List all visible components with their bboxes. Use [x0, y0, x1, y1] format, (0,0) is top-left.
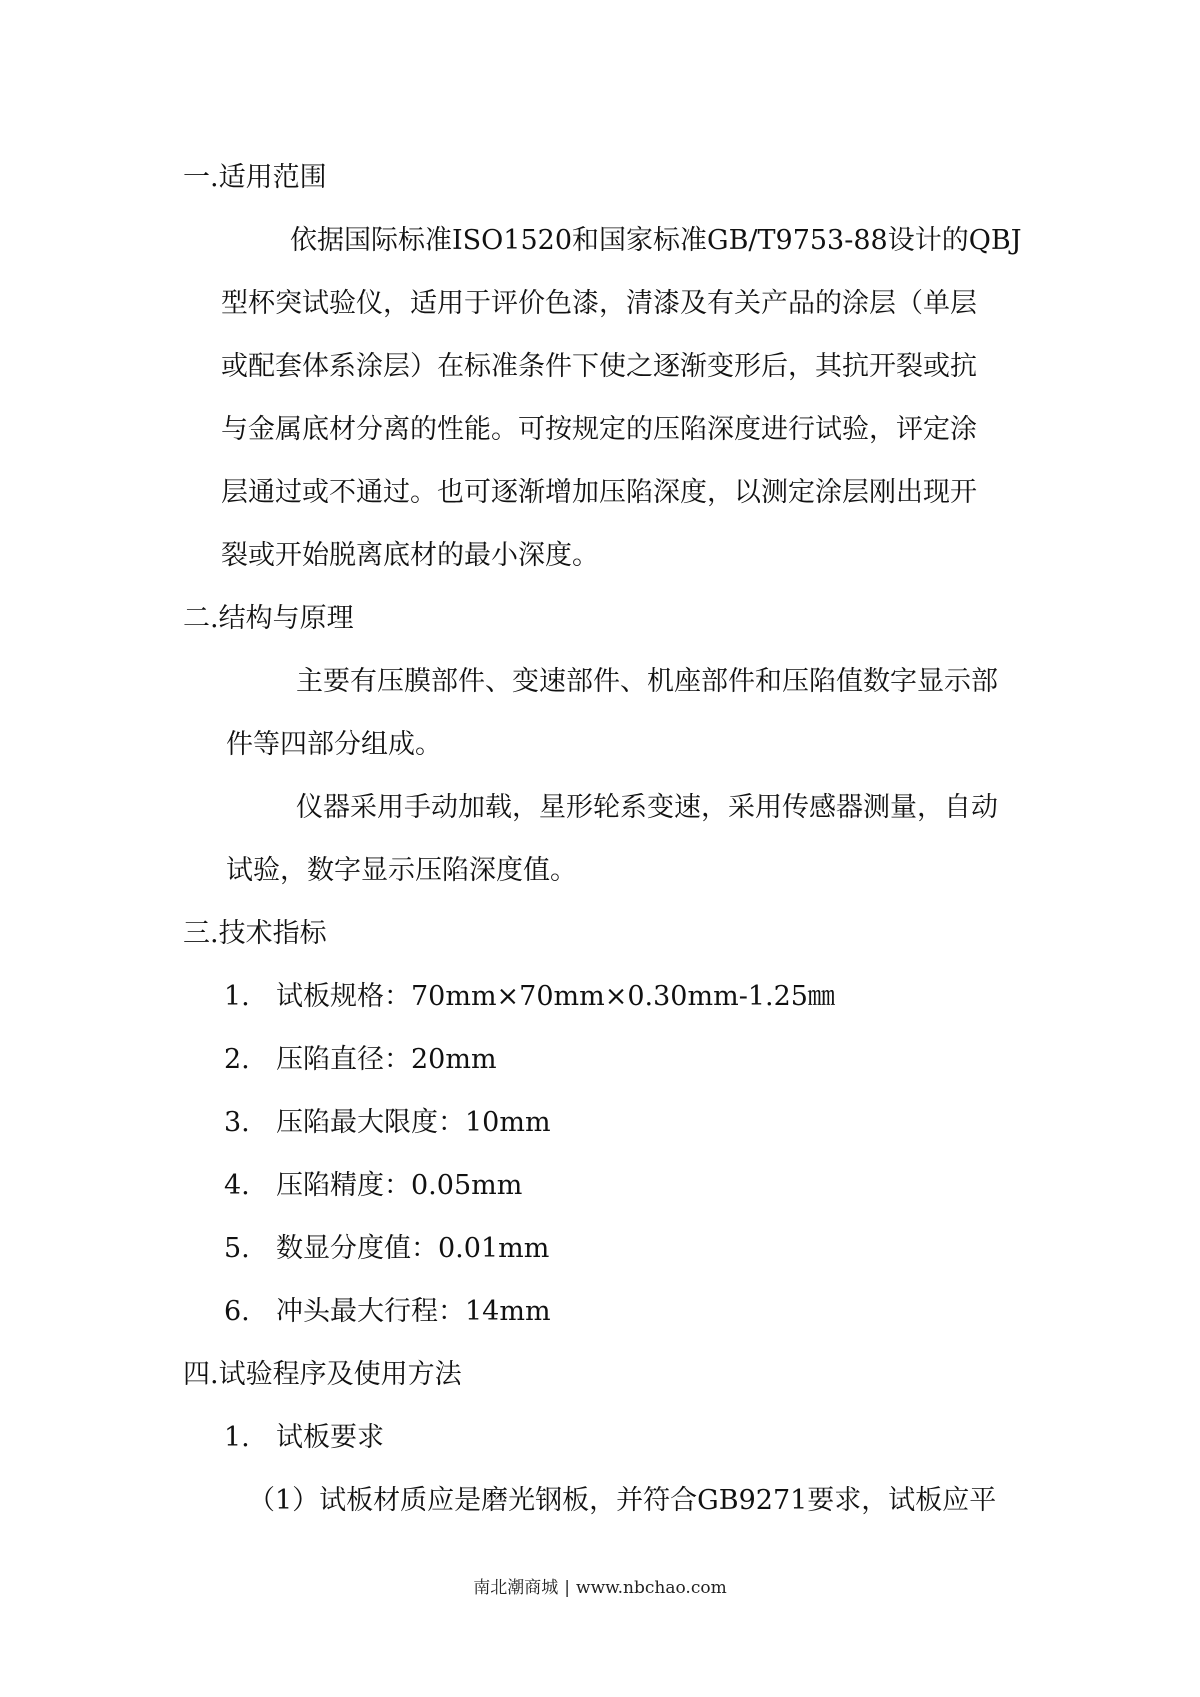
- spec-item-text: 压陷最大限度：10mm: [276, 1107, 551, 1138]
- spec-item: [224, 1040, 497, 1080]
- spec-item-number: 2.: [224, 1044, 250, 1075]
- spec-item-number: 3.: [224, 1107, 250, 1138]
- spec-item-number: 4.: [224, 1170, 250, 1201]
- scope-line-4: 与金属底材分离的性能。可按规定的压陷深度进行试验，评定涂: [221, 414, 977, 445]
- spec-item-number: 5.: [224, 1233, 250, 1264]
- procedure-item: [224, 1418, 384, 1458]
- procedure-item-text: 试板要求: [276, 1422, 384, 1453]
- scope-line-1: 依据国际标准ISO1520和国家标准GB/T9753-88设计的QBJ: [290, 225, 1022, 256]
- scope-line-5: 层通过或不通过。也可逐渐增加压陷深度，以测定涂层刚出现开: [221, 477, 977, 508]
- spec-item-text: 压陷精度：0.05mm: [276, 1170, 523, 1201]
- spec-item: [224, 1166, 522, 1206]
- spec-item-number: 1.: [224, 981, 250, 1012]
- footer-url-link[interactable]: www.nbchao.com: [576, 1578, 727, 1598]
- spec-item-number: 6.: [224, 1296, 250, 1327]
- section-heading-procedure: 四.试验程序及使用方法: [183, 1359, 462, 1390]
- section-heading-scope: 一.适用范围: [183, 162, 327, 193]
- spec-item-text: 冲头最大行程：14mm: [276, 1296, 551, 1327]
- spec-item-text: 压陷直径：20mm: [276, 1044, 497, 1075]
- scope-line-6: 裂或开始脱离底材的最小深度。: [221, 540, 599, 571]
- spec-item: [224, 1292, 551, 1332]
- scope-line-2: 型杯突试验仪，适用于评价色漆，清漆及有关产品的涂层（单层: [221, 288, 977, 319]
- spec-item: [224, 1229, 549, 1269]
- structure-p2-line-2: 试验，数字显示压陷深度值。: [226, 855, 577, 886]
- footer-site-name: 南北潮商城: [473, 1578, 559, 1598]
- spec-item: [224, 1103, 551, 1143]
- structure-p2-line-1: 仪器采用手动加载，星形轮系变速，采用传感器测量，自动: [296, 792, 998, 823]
- section-heading-structure: 二.结构与原理: [183, 603, 354, 634]
- spec-item-text: 数显分度值：0.01mm: [276, 1233, 550, 1264]
- procedure-sub-item: （1）试板材质应是磨光钢板，并符合GB9271要求，试板应平: [248, 1485, 997, 1516]
- footer-separator: |: [564, 1578, 571, 1598]
- structure-p1-line-1: 主要有压膜部件、变速部件、机座部件和压陷值数字显示部: [296, 666, 998, 697]
- scope-line-3: 或配套体系涂层）在标准条件下使之逐渐变形后，其抗开裂或抗: [221, 351, 977, 382]
- spec-item-text: 试板规格：70mm×70mm×0.30mm-1.25㎜: [276, 981, 835, 1012]
- structure-p1-line-2: 件等四部分组成。: [226, 729, 442, 760]
- page-footer: [0, 1577, 1200, 1599]
- spec-item: [224, 977, 835, 1017]
- procedure-item-number: 1.: [224, 1422, 250, 1453]
- section-heading-specs: 三.技术指标: [183, 918, 327, 949]
